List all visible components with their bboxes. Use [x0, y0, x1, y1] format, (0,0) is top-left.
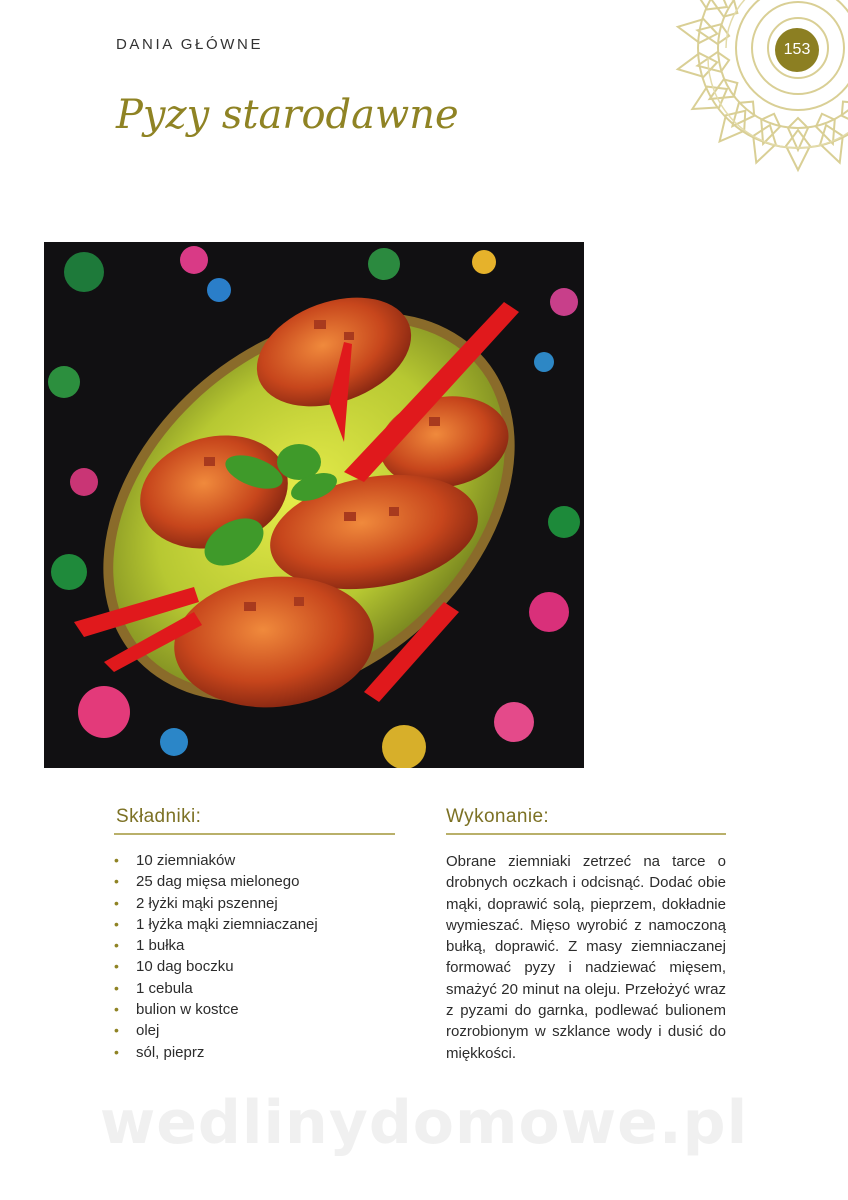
watermark: wedlinydomowe.pl: [99, 1088, 749, 1158]
ingredients-list: [114, 850, 394, 1063]
section-label: DANIA GŁÓWNE: [116, 36, 264, 53]
list-item: • bulion w kostce: [114, 999, 394, 1020]
method-rule: [446, 833, 726, 835]
list-item: • 10 ziemniaków: [114, 850, 394, 871]
ingredients-heading: Składniki:: [116, 806, 202, 827]
mandala-ornament: [620, 0, 848, 220]
list-item: • sól, pieprz: [114, 1042, 394, 1063]
list-item: • 1 bułka: [114, 935, 394, 956]
list-item: • 1 łyżka mąki ziemniaczanej: [114, 914, 394, 935]
list-item: • 1 cebula: [114, 978, 394, 999]
dish-photo: [44, 242, 584, 768]
method-heading: Wykonanie:: [446, 806, 550, 827]
list-item: • olej: [114, 1020, 394, 1041]
method-text: Obrane ziemniaki zetrzeć na tarce o drobnych oczkach i odcisnąć. Dodać obie mąki, doprawić solą, pieprzem, dokładnie wymieszać. Mięso wyrobić z namoczoną bułką, doprawić. Z masy ziemniaczanej formować pyzy i nadziewać mięsem, smażyć 20 minut na oleju. Przełożyć wraz z pyzami do garnka, podlewać bulionem rozrobionym w szklance wody i dusić do miękkości.: [446, 853, 726, 1062]
page-number-badge: 153: [775, 28, 819, 72]
list-item: • 10 dag boczku: [114, 956, 394, 977]
recipe-title: Pyzy starodawne: [116, 92, 459, 138]
list-item: • 25 dag mięsa mielonego: [114, 871, 394, 892]
ingredients-rule: [114, 833, 395, 835]
list-item: • 2 łyżki mąki pszennej: [114, 893, 394, 914]
